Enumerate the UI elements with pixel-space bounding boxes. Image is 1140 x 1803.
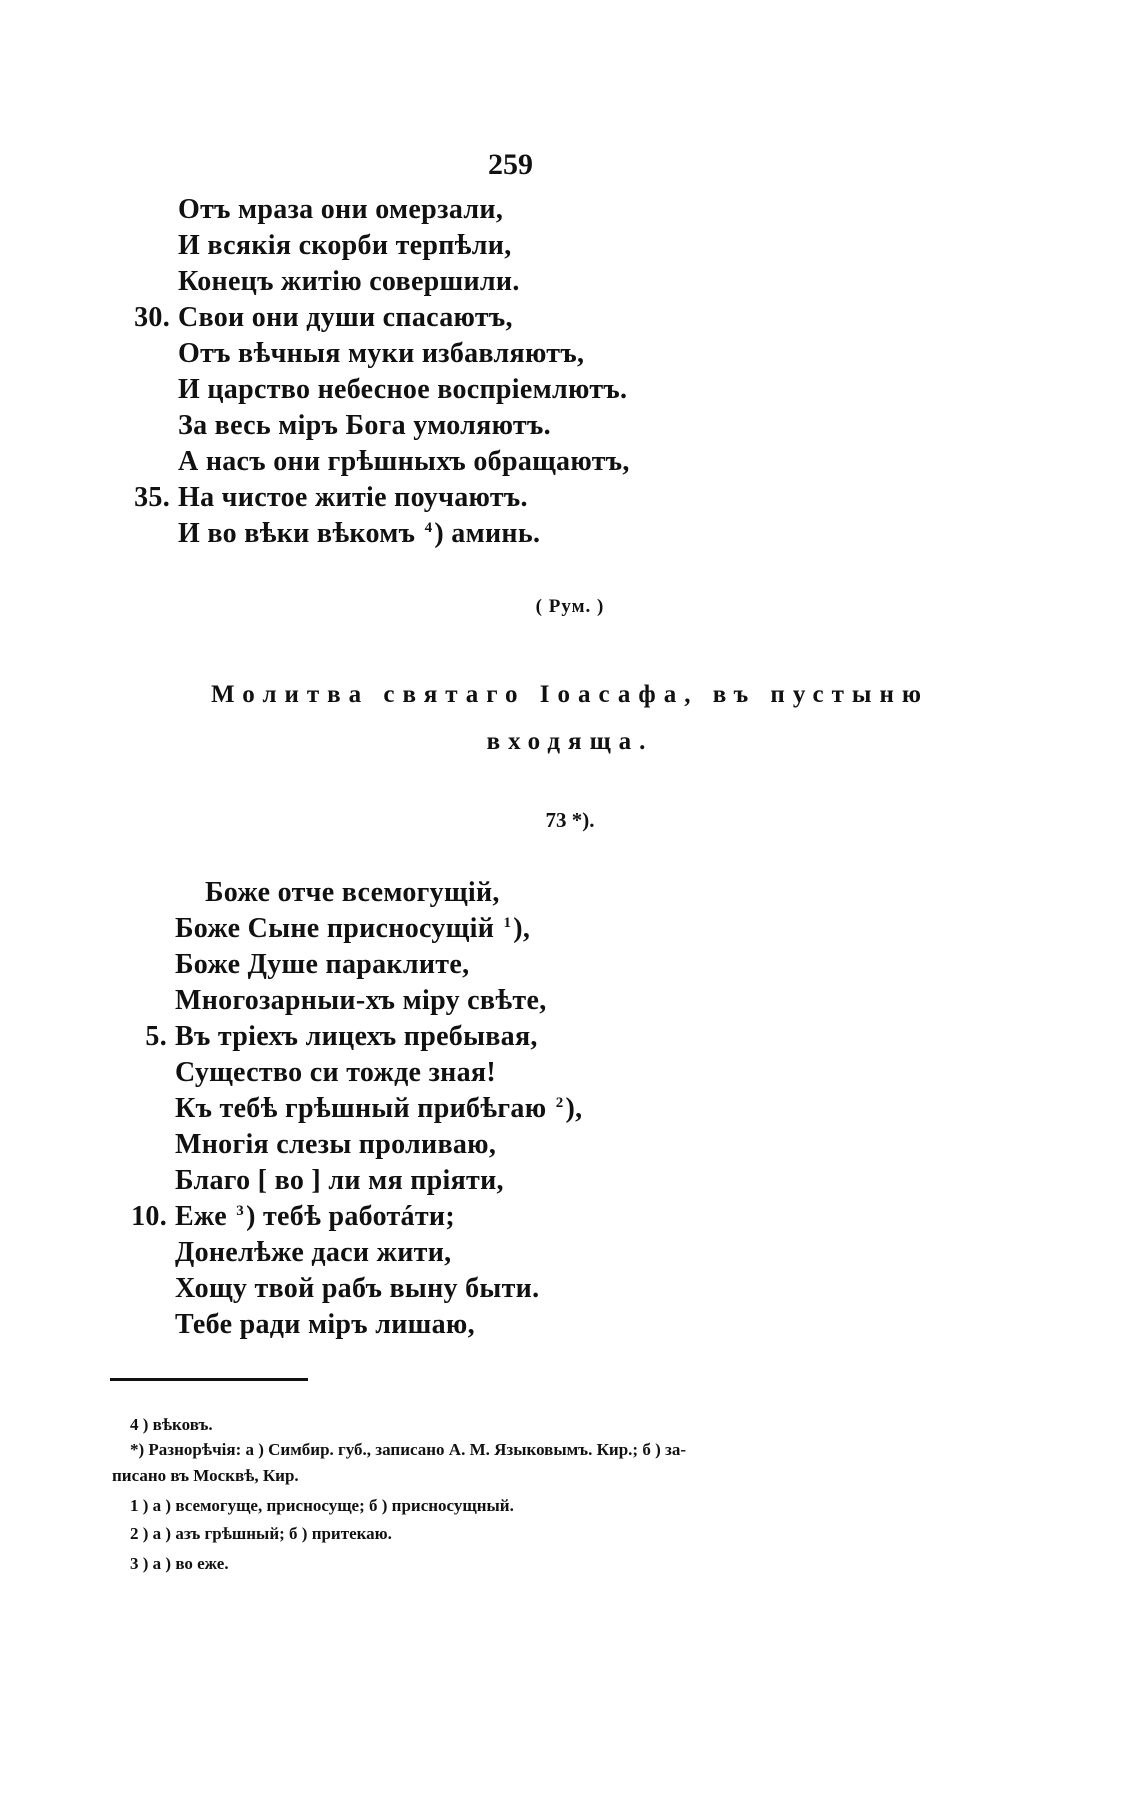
verse-text-continuation: ), xyxy=(565,1093,583,1124)
footnote-reference: 4 xyxy=(424,519,433,536)
footnote: 2 ) а ) азъ грѣшный; б ) притекаю. xyxy=(130,1524,392,1543)
footnote: 4 ) вѣковъ. xyxy=(130,1415,213,1434)
verse-text: На чистое житіе поучаютъ. xyxy=(178,482,528,513)
footnote-reference: 1 xyxy=(503,914,512,931)
verse-line xyxy=(175,1057,496,1089)
verse-line xyxy=(178,410,551,442)
line-number: 30. xyxy=(134,302,170,333)
verse-line xyxy=(178,338,584,370)
verse-line xyxy=(175,1021,538,1053)
verse-text: Благо [ во ] ли мя пріяти, xyxy=(175,1165,504,1196)
footnote-rule xyxy=(110,1378,308,1381)
line-number: 35. xyxy=(134,482,170,513)
section-heading-continuation: входяща. xyxy=(486,728,654,755)
item-number: 73 *). xyxy=(545,808,595,832)
verse-text: Отъ вѣчныя муки избавляютъ, xyxy=(178,338,585,369)
verse-text: А насъ они грѣшныхъ обращаютъ, xyxy=(178,446,630,477)
verse-line xyxy=(175,1309,475,1341)
verse-text-continuation: ) тебѣ работáти; xyxy=(246,1201,455,1232)
verse-text: Боже отче всемогущій, xyxy=(205,877,500,908)
footnote-reference: 3 xyxy=(236,1202,245,1219)
footnote: 1 ) а ) всемогуще, присносуще; б ) присносущный. xyxy=(130,1496,514,1515)
verse-line xyxy=(175,1201,455,1233)
verse-text: И всякія скорби терпѣли, xyxy=(178,230,512,261)
verse-text: Еже xyxy=(175,1201,227,1232)
verse-text: Отъ мраза они омерзали, xyxy=(178,194,504,225)
verse-line xyxy=(178,518,540,550)
verse-line xyxy=(178,194,503,226)
verse-line xyxy=(175,1093,582,1125)
verse-text: Свои они души спасаютъ, xyxy=(178,302,513,333)
verse-text: И царство небесное воспріемлютъ. xyxy=(178,374,628,405)
source-label: ( Рум. ) xyxy=(535,596,605,617)
verse-line xyxy=(178,374,627,406)
line-number: 5. xyxy=(145,1021,167,1052)
section-heading: Молитва святаго Іоасафа, въ пустыню xyxy=(211,681,929,708)
verse-line xyxy=(178,482,528,514)
verse-text: За весь міръ Бога умоляютъ. xyxy=(178,410,551,441)
verse-text: И во вѣки вѣкомъ xyxy=(178,518,416,549)
verse-text: Боже Сыне присносущій xyxy=(175,913,495,944)
verse-line xyxy=(205,877,500,909)
verse-text-continuation: ) аминь. xyxy=(434,518,541,549)
verse-text: Боже Душе параклите, xyxy=(175,949,470,980)
footnote: писано въ Москвѣ, Кир. xyxy=(112,1466,299,1485)
verse-line xyxy=(175,985,547,1017)
verse-line xyxy=(175,1165,504,1197)
verse-text: Конецъ житію совершили. xyxy=(178,266,520,297)
verse-line xyxy=(175,1273,539,1305)
verse-line xyxy=(175,1237,451,1269)
verse-line xyxy=(178,266,520,298)
verse-line xyxy=(175,913,530,945)
verse-text: Многія слезы проливаю, xyxy=(175,1129,497,1160)
verse-line xyxy=(178,446,630,478)
verse-line xyxy=(178,230,512,262)
verse-text: Въ тріехъ лицехъ пребывая, xyxy=(175,1021,538,1052)
verse-text: Хощу твой рабъ выну быти. xyxy=(175,1273,540,1304)
footnote: *) Разнорѣчія: а ) Симбир. губ., записано А. М. Языковымъ. Кир.; б ) за- xyxy=(130,1440,686,1459)
line-number: 10. xyxy=(131,1201,167,1232)
verse-line xyxy=(175,1129,496,1161)
footnote-reference: 2 xyxy=(555,1094,564,1111)
verse-text-continuation: ), xyxy=(513,913,531,944)
verse-text: Къ тебѣ грѣшный прибѣгаю xyxy=(175,1093,547,1124)
verse-line xyxy=(178,302,513,334)
verse-text: Многозарныи-хъ міру свѣте, xyxy=(175,985,547,1016)
verse-text: Тебе ради міръ лишаю, xyxy=(175,1309,475,1340)
verse-text: Существо си тождe зная! xyxy=(175,1057,496,1088)
footnote: 3 ) а ) во еже. xyxy=(130,1554,229,1573)
page-number: 259 xyxy=(488,148,533,181)
verse-text: Донелѣже даси жити, xyxy=(175,1237,452,1268)
verse-line xyxy=(175,949,469,981)
